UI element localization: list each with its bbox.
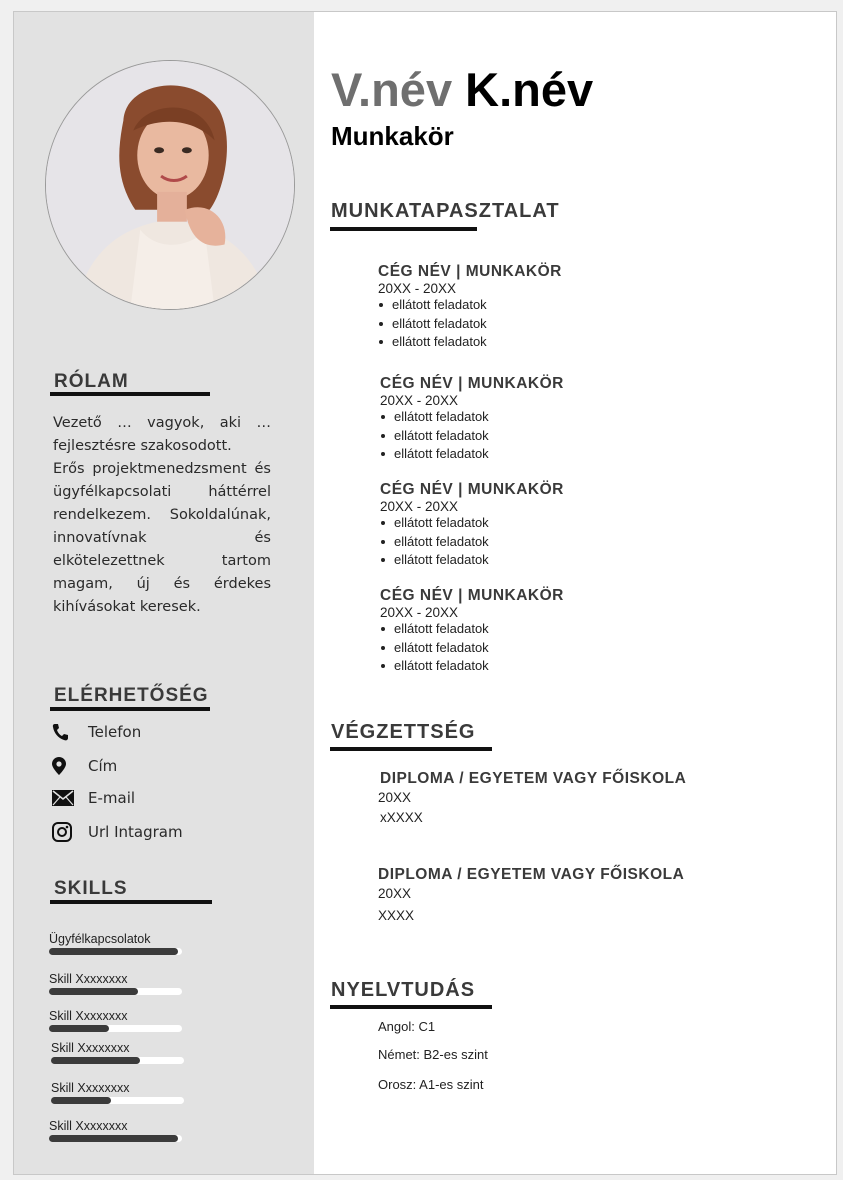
main-content bbox=[314, 12, 837, 1174]
job-task: ellátott feladatok bbox=[380, 445, 800, 464]
contact-label: Telefon bbox=[88, 723, 142, 741]
education-title-underline bbox=[330, 747, 492, 751]
skill-name: Skill Xxxxxxxx bbox=[51, 1041, 130, 1055]
skill-item bbox=[49, 972, 189, 995]
contact-instagram[interactable] bbox=[52, 820, 183, 844]
skill-name: Ügyfélkapcsolatok bbox=[49, 932, 151, 946]
phone-icon bbox=[52, 721, 78, 743]
about-paragraph: Vezető … vagyok, aki … fejlesztésre szakosodott. bbox=[53, 415, 271, 454]
first-name: V.név bbox=[331, 63, 453, 116]
education-year: 20XX bbox=[378, 886, 412, 901]
job-task: ellátott feladatok bbox=[380, 514, 800, 533]
job-heading: CÉG NÉV | MUNKAKÖR bbox=[378, 263, 562, 280]
job-dates: 20XX - 20XX bbox=[380, 605, 459, 620]
skill-name: Skill Xxxxxxxx bbox=[49, 1009, 128, 1023]
job-title: Munkakör bbox=[331, 121, 454, 151]
skill-name: Skill Xxxxxxxx bbox=[49, 972, 128, 986]
education-year: 20XX bbox=[378, 790, 412, 805]
skills-title-underline bbox=[50, 900, 212, 904]
skill-bar-fill bbox=[51, 1097, 111, 1104]
skill-name: Skill Xxxxxxxx bbox=[49, 1119, 128, 1133]
envelope-icon bbox=[52, 787, 78, 809]
job-entry bbox=[378, 263, 798, 352]
job-entry bbox=[380, 481, 800, 570]
education-entry bbox=[380, 770, 820, 828]
job-dates: 20XX - 20XX bbox=[380, 499, 459, 514]
job-task-list bbox=[380, 408, 800, 464]
job-task: ellátott feladatok bbox=[380, 639, 800, 658]
profile-photo bbox=[45, 60, 295, 310]
profile-photo-illustration bbox=[46, 61, 294, 309]
experience-title: MUNKATAPASZTALAT bbox=[331, 200, 560, 222]
job-task: ellátott feladatok bbox=[378, 315, 798, 334]
skill-bar-fill bbox=[49, 988, 138, 995]
sidebar bbox=[14, 12, 314, 1174]
job-heading: CÉG NÉV | MUNKAKÖR bbox=[380, 375, 564, 392]
job-task: ellátott feladatok bbox=[380, 551, 800, 570]
skill-name: Skill Xxxxxxxx bbox=[51, 1081, 130, 1095]
cv-page bbox=[13, 11, 837, 1175]
skill-item bbox=[51, 1041, 191, 1064]
skill-item bbox=[51, 1081, 191, 1104]
contact-email[interactable] bbox=[52, 786, 135, 810]
experience-title-underline bbox=[330, 227, 477, 231]
contact-phone[interactable] bbox=[52, 720, 141, 744]
job-task: ellátott feladatok bbox=[380, 408, 800, 427]
contact-title-underline bbox=[50, 707, 210, 711]
skill-bar-fill bbox=[49, 948, 178, 955]
about-title-underline bbox=[50, 392, 210, 396]
job-task: ellátott feladatok bbox=[378, 296, 798, 315]
contact-label: Cím bbox=[88, 757, 118, 775]
job-task-list bbox=[380, 620, 800, 676]
skills-title: SKILLS bbox=[54, 878, 128, 899]
contact-title: ELÉRHETŐSÉG bbox=[54, 685, 209, 706]
contact-label: Url Intagram bbox=[88, 823, 183, 841]
languages-title-underline bbox=[330, 1005, 492, 1009]
skill-bar-track bbox=[49, 1025, 182, 1032]
education-title: VÉGZETTSÉG bbox=[331, 721, 476, 743]
language-item: Német: B2-es szint bbox=[378, 1047, 488, 1062]
about-title: RÓLAM bbox=[54, 371, 129, 392]
skill-bar-track bbox=[49, 988, 182, 995]
education-detail: xXXXX bbox=[380, 810, 423, 825]
contact-label: E-mail bbox=[88, 789, 136, 807]
job-entry bbox=[380, 375, 800, 464]
skill-bar-track bbox=[51, 1097, 184, 1104]
skill-bar-track bbox=[49, 948, 182, 955]
job-heading: CÉG NÉV | MUNKAKÖR bbox=[380, 587, 564, 604]
job-dates: 20XX - 20XX bbox=[378, 281, 457, 296]
skill-bar-fill bbox=[49, 1025, 109, 1032]
job-task: ellátott feladatok bbox=[380, 620, 800, 639]
skill-bar-track bbox=[51, 1057, 184, 1064]
education-heading: DIPLOMA / EGYETEM VAGY FŐISKOLA bbox=[378, 866, 685, 883]
job-task: ellátott feladatok bbox=[380, 657, 800, 676]
skill-bar-fill bbox=[49, 1135, 178, 1142]
job-task: ellátott feladatok bbox=[380, 533, 800, 552]
education-entry bbox=[378, 866, 818, 926]
last-name: K.név bbox=[465, 63, 594, 116]
skill-item bbox=[49, 1119, 189, 1142]
skill-item bbox=[49, 1009, 189, 1032]
skill-bar-fill bbox=[51, 1057, 140, 1064]
contact-address[interactable] bbox=[52, 754, 117, 778]
job-heading: CÉG NÉV | MUNKAKÖR bbox=[380, 481, 564, 498]
job-task: ellátott feladatok bbox=[378, 333, 798, 352]
instagram-icon bbox=[52, 821, 78, 843]
full-name bbox=[331, 64, 593, 116]
job-task-list bbox=[380, 514, 800, 570]
skill-item bbox=[49, 932, 189, 955]
skill-bar-track bbox=[49, 1135, 182, 1142]
education-detail: XXXX bbox=[378, 908, 415, 923]
job-task-list bbox=[378, 296, 798, 352]
about-text bbox=[53, 412, 271, 619]
location-pin-icon bbox=[52, 755, 78, 777]
job-task: ellátott feladatok bbox=[380, 427, 800, 446]
language-item: Angol: C1 bbox=[378, 1019, 436, 1034]
language-item: Orosz: A1-es szint bbox=[378, 1077, 484, 1092]
job-dates: 20XX - 20XX bbox=[380, 393, 459, 408]
languages-title: NYELVTUDÁS bbox=[331, 979, 476, 1001]
job-entry bbox=[380, 587, 800, 676]
education-heading: DIPLOMA / EGYETEM VAGY FŐISKOLA bbox=[380, 770, 687, 787]
about-paragraph: Erős projektmenedzsment és ügyfélkapcsolati háttérrel rendelkezem. Sokoldalúnak, innovatívnak és elkötelezettnek tartom magam, új és érdekes kihívásokat keresek. bbox=[53, 461, 271, 615]
